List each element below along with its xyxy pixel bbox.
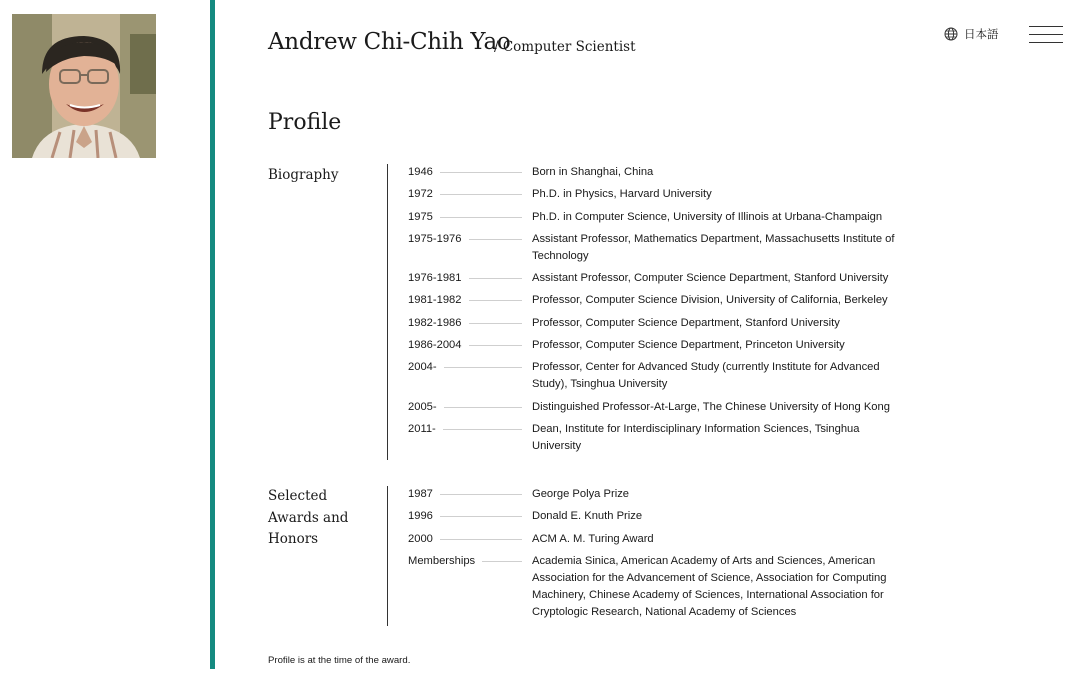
timeline-text: Assistant Professor, Mathematics Department, Massachusetts Institute of Technology bbox=[532, 232, 895, 262]
timeline-text: Professor, Computer Science Division, University of California, Berkeley bbox=[532, 294, 888, 307]
timeline-connector bbox=[469, 345, 522, 346]
timeline-text: Professor, Center for Advanced Study (currently Institute for Advanced Study), Tsinghua University bbox=[532, 361, 880, 391]
timeline-row bbox=[408, 553, 898, 621]
timeline-year: 1975-1976 bbox=[408, 232, 462, 245]
section-divider bbox=[387, 164, 388, 460]
timeline-key bbox=[408, 292, 532, 309]
timeline-row bbox=[408, 359, 898, 393]
timeline-year: 2011- bbox=[408, 422, 436, 435]
timeline-text: Born in Shanghai, China bbox=[532, 166, 654, 178]
timeline-text: ACM A. M. Turing Award bbox=[532, 532, 654, 545]
timeline-year: 1972 bbox=[408, 188, 433, 201]
timeline-row bbox=[408, 421, 898, 455]
timeline-row bbox=[408, 531, 898, 548]
timeline-key bbox=[408, 231, 532, 248]
timeline-year: 1982-1986 bbox=[408, 316, 462, 329]
timeline-connector bbox=[469, 239, 522, 240]
timeline-key bbox=[408, 270, 532, 287]
timeline-key bbox=[408, 209, 532, 226]
timeline-year: 1986-2004 bbox=[408, 339, 462, 352]
timeline-year: 1987 bbox=[408, 488, 433, 500]
awards-label bbox=[268, 486, 378, 551]
hamburger-menu-icon[interactable] bbox=[1029, 26, 1063, 44]
timeline-connector bbox=[469, 323, 522, 324]
timeline-row bbox=[408, 231, 898, 265]
awards-label-line: Awards and bbox=[268, 509, 349, 526]
portrait-photo bbox=[12, 14, 156, 158]
timeline-connector bbox=[440, 494, 522, 495]
timeline-connector bbox=[482, 561, 522, 562]
timeline-connector bbox=[440, 172, 522, 173]
timeline-connector bbox=[444, 367, 522, 368]
timeline-row bbox=[408, 270, 898, 287]
timeline-connector bbox=[440, 539, 522, 540]
timeline-key bbox=[408, 508, 532, 525]
timeline-row bbox=[408, 399, 898, 416]
section-divider bbox=[387, 486, 388, 626]
timeline-year: 1946 bbox=[408, 166, 433, 178]
footnote: Profile is at the time of the award. bbox=[268, 655, 411, 666]
timeline-row bbox=[408, 164, 898, 181]
section-title: Profile bbox=[268, 110, 342, 135]
timeline-connector bbox=[469, 300, 522, 301]
timeline-year: 1981-1982 bbox=[408, 294, 462, 307]
awards-section bbox=[268, 486, 908, 626]
timeline-key bbox=[408, 531, 532, 548]
timeline-text: Assistant Professor, Computer Science Department, Stanford University bbox=[532, 272, 889, 285]
timeline-year: 2005- bbox=[408, 400, 437, 413]
timeline-key bbox=[408, 553, 532, 570]
timeline-text: Dean, Institute for Interdisciplinary Information Sciences, Tsinghua University bbox=[532, 422, 860, 452]
timeline-key bbox=[408, 421, 532, 438]
awards-label-line: Selected bbox=[268, 488, 328, 504]
timeline-row bbox=[408, 292, 898, 309]
timeline-key bbox=[408, 359, 532, 376]
timeline-year: 1996 bbox=[408, 510, 433, 523]
globe-icon bbox=[944, 27, 958, 41]
timeline-text: Professor, Computer Science Department, Princeton University bbox=[532, 339, 845, 352]
timeline-row bbox=[408, 209, 898, 226]
timeline-connector bbox=[469, 278, 522, 279]
biography-section bbox=[268, 164, 908, 460]
timeline-connector bbox=[440, 516, 522, 517]
timeline-connector bbox=[444, 407, 522, 408]
biography-label: Biography bbox=[268, 167, 339, 183]
biography-list bbox=[408, 164, 898, 460]
timeline-year: 2000 bbox=[408, 532, 433, 545]
timeline-connector bbox=[443, 429, 522, 430]
timeline-row bbox=[408, 508, 898, 525]
timeline-key bbox=[408, 315, 532, 332]
person-name: Andrew Chi-Chih Yao bbox=[268, 29, 511, 55]
timeline-key bbox=[408, 399, 532, 416]
person-role: / Computer Scientist bbox=[494, 39, 636, 55]
timeline-text: Ph.D. in Physics, Harvard University bbox=[532, 188, 712, 201]
language-label: 日本語 bbox=[964, 29, 999, 41]
timeline-year: 1975 bbox=[408, 210, 433, 223]
awards-list bbox=[408, 486, 898, 626]
timeline-text: Ph.D. in Computer Science, University of Illinois at Urbana-Champaign bbox=[532, 210, 883, 223]
timeline-text: Distinguished Professor-At-Large, The Chinese University of Hong Kong bbox=[532, 400, 890, 413]
timeline-year: 1976-1981 bbox=[408, 272, 462, 285]
timeline-connector bbox=[440, 217, 522, 218]
timeline-year: 2004- bbox=[408, 361, 437, 374]
timeline-text: George Polya Prize bbox=[532, 488, 630, 500]
timeline-key bbox=[408, 486, 532, 503]
timeline-connector bbox=[440, 194, 522, 195]
timeline-key bbox=[408, 164, 532, 181]
timeline-key bbox=[408, 337, 532, 354]
timeline-text: Academia Sinica, American Academy of Arts and Sciences, American Association for the Advancement of Science, Association for Computing Machinery, Chinese Academy of Sciences, International Association for Cryptologic Research, National Academy of Sciences bbox=[532, 554, 887, 618]
timeline-key bbox=[408, 186, 532, 203]
timeline-row bbox=[408, 486, 898, 503]
timeline-row bbox=[408, 186, 898, 203]
timeline-row bbox=[408, 337, 898, 354]
accent-bar bbox=[210, 0, 215, 669]
awards-label-line: Honors bbox=[268, 531, 319, 547]
timeline-text: Professor, Computer Science Department, Stanford University bbox=[532, 316, 840, 329]
timeline-year: Memberships bbox=[408, 554, 476, 567]
language-switch-link[interactable] bbox=[944, 26, 999, 42]
timeline-text: Donald E. Knuth Prize bbox=[532, 510, 643, 523]
timeline-row bbox=[408, 315, 898, 332]
